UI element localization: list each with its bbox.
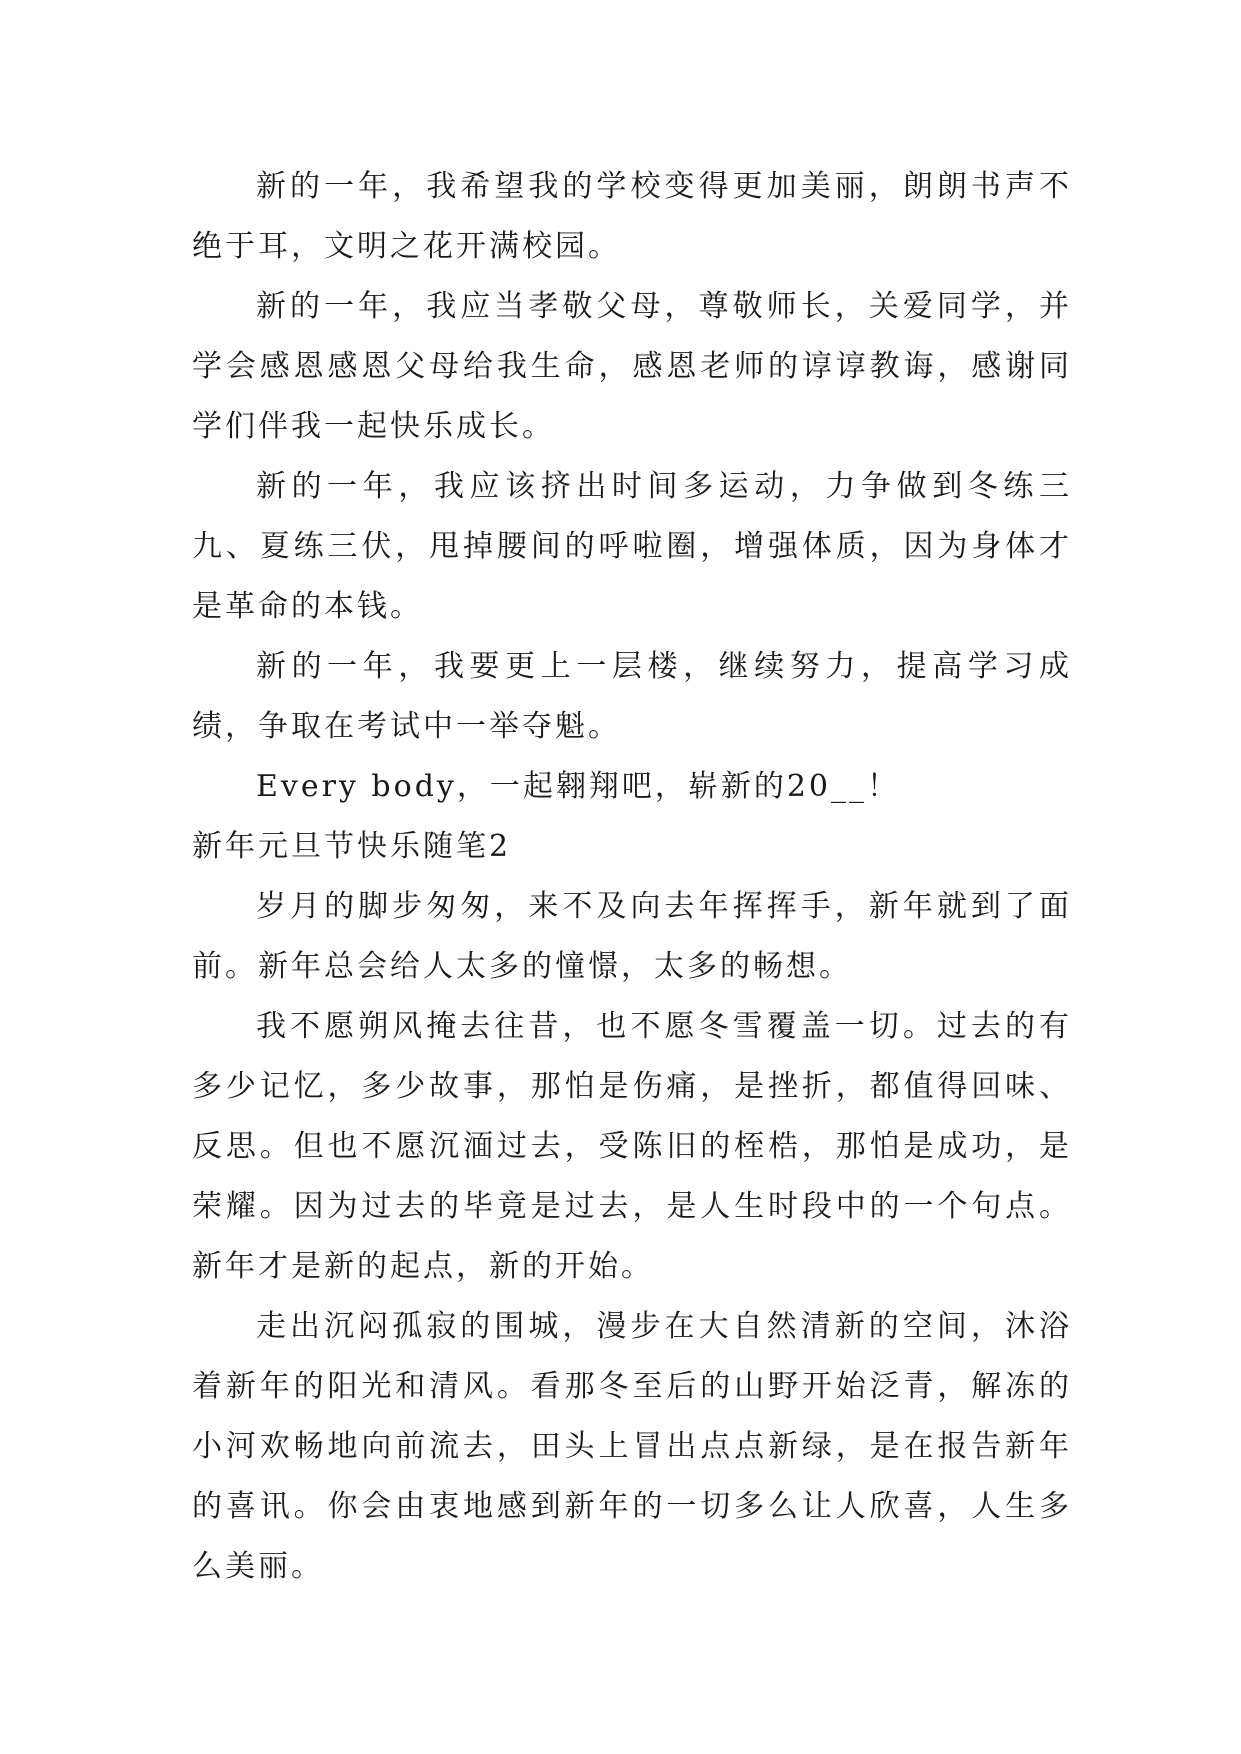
- document-body: [192, 157, 1072, 1597]
- paragraph-everybody: Every body，一起翱翔吧，崭新的20__！: [256, 769, 901, 804]
- paragraph-exercise: 新的一年，我应该挤出时间多运动，力争做到冬练三九、夏练三伏，甩掉腰间的呼啦圈，增强体质，因为身体才是革命的本钱。: [192, 469, 1072, 624]
- paragraph-school-wish: 新的一年，我希望我的学校变得更加美丽，朗朗书声不绝于耳，文明之花开满校园。: [192, 169, 1072, 264]
- paragraph-gratitude: 新的一年，我应当孝敬父母，尊敬师长，关爱同学，并学会感恩感恩父母给我生命，感恩老师的谆谆教诲，感谢同学们伴我一起快乐成长。: [192, 289, 1072, 444]
- paragraph-time-passing: 岁月的脚步匆匆，来不及向去年挥挥手，新年就到了面前。新年总会给人太多的憧憬，太多的畅想。: [192, 889, 1072, 984]
- paragraph-nature-walk: 走出沉闷孤寂的围城，漫步在大自然清新的空间，沐浴着新年的阳光和清风。看那冬至后的山野开始泛青，解冻的小河欢畅地向前流去，田头上冒出点点新绿，是在报告新年的喜讯。你会由衷地感到新年的一切多么让人欣喜，人生多么美丽。: [192, 1309, 1072, 1584]
- section-title: 新年元旦节快乐随笔2: [192, 829, 512, 864]
- paragraph-past-reflection: 我不愿朔风掩去往昔，也不愿冬雪覆盖一切。过去的有多少记忆，多少故事，那怕是伤痛，是挫折，都值得回味、反思。但也不愿沉湎过去，受陈旧的桎梏，那怕是成功，是荣耀。因为过去的毕竟是过去，是人生时段中的一个句点。新年才是新的起点，新的开始。: [192, 1009, 1072, 1284]
- paragraph-study: 新的一年，我要更上一层楼，继续努力，提高学习成绩，争取在考试中一举夺魁。: [192, 649, 1072, 744]
